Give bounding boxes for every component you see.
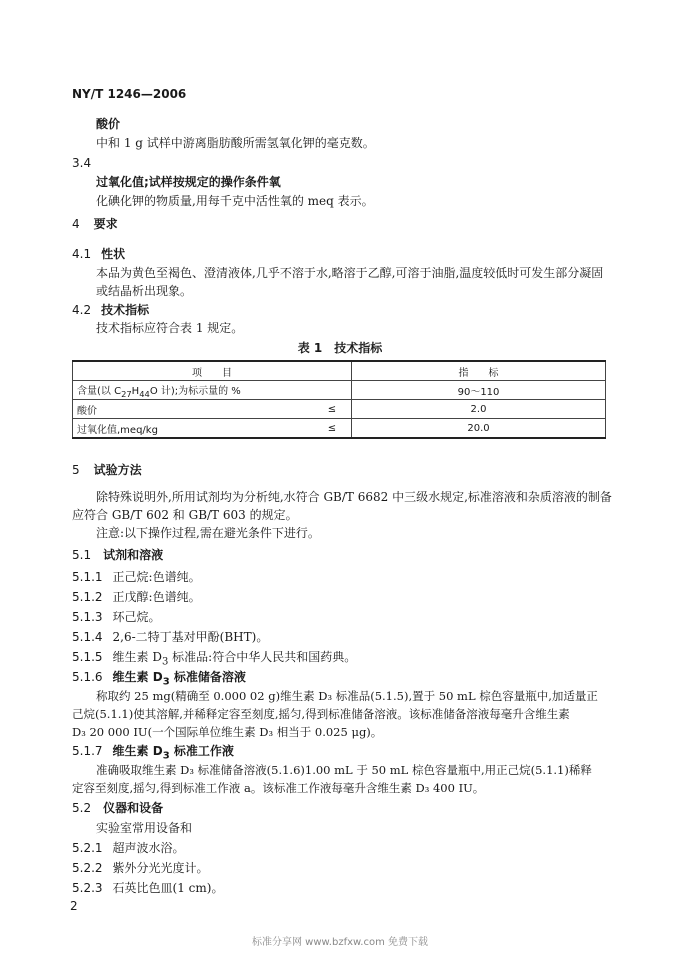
item-number: 5.2.2 [72,861,103,875]
paragraph-stock-line1: 称取约 25 mg(精确至 0.000 02 g)维生素 D₃ 标准品(5.1.5),置于 50 mL 棕色容量瓶中,加适量正 [96,689,598,703]
item-subscript: 44 [139,388,150,399]
item-text: 含量(以 C [77,385,122,397]
cell-item [73,381,314,400]
paragraph-appearance: 本品为黄色至褐色、澄清液体,几乎不溶于水,略溶于乙醇,可溶于油脂,温度较低时可发生部分凝固或结晶析出现象。 [96,266,604,298]
item-5-2-2 [72,860,209,876]
item-subscript: 3 [161,656,169,668]
section-number: 4.2 [72,303,92,317]
header-value: 指 标 [352,361,606,381]
cell-item: 酸价 [73,400,314,419]
item-5-1-5 [72,649,356,670]
section-title: 试验方法 [93,463,142,477]
section-4-2-heading [72,302,149,318]
cell-value: 2.0 [352,400,606,419]
table-caption: 表 1 技术指标 [297,341,383,355]
paragraph-working-line1: 准确吸取维生素 D₃ 标准储备溶液(5.1.6)1.00 mL 于 50 mL 棕色容量瓶中,用正己烷(5.1.1)稀释 [96,763,592,777]
def-peroxide-value: 化碘化钾的物质量,用每千克中活性氧的 meq 表示。 [96,194,374,208]
table-row [73,381,606,400]
section-title: 性状 [101,247,126,261]
item-text: 标准品:符合中华人民共和国药典。 [168,650,357,664]
item-text: 正己烷:色谱纯。 [112,570,201,584]
cell-value: 20.0 [352,419,606,439]
paragraph-working-line2: 定容至刻度,摇匀,得到标准工作液 a。该标准工作液每毫升含维生素 D₃ 400 IU。 [72,781,485,795]
section-4-1-heading [72,246,125,262]
item-number: 5.2.1 [72,841,103,855]
item-title: 标准储备溶液 [169,670,246,684]
section-number: 5 [72,463,80,477]
paragraph-stock-line2: 己烷(5.1.1)使其溶解,并稀释定容至刻度,摇匀,得到标准储备溶液。该标准储备溶液每毫升含维生素 [72,707,570,721]
item-title: 维生素 D [112,744,163,758]
item-5-2-1 [72,840,185,856]
term-peroxide-value: 过氧化值;试样按规定的操作条件氧 [96,175,281,189]
item-number: 5.1.6 [72,670,103,684]
item-title: 维生素 D [112,670,163,684]
item-number: 5.1.4 [72,630,103,644]
item-5-1-3 [72,609,161,625]
item-text: 正戊醇:色谱纯。 [112,590,201,604]
term-acid-value: 酸价 [96,117,121,131]
item-text: 超声波水浴。 [112,841,185,855]
section-title: 要求 [93,217,118,231]
table-header-row [73,361,606,381]
section-number: 4 [72,217,80,231]
item-5-1-2 [72,589,201,605]
item-text: 石英比色皿(1 cm)。 [112,881,224,895]
paragraph-stock-line3: D₃ 20 000 IU(一个国际单位维生素 D₃ 相当于 0.025 μg)。 [72,725,383,739]
item-number: 5.1.2 [72,590,103,604]
paragraph-note: 注意:以下操作过程,需在避光条件下进行。 [96,526,320,540]
paragraph-spec-ref: 技术指标应符合表 1 规定。 [96,321,244,335]
item-text: H [131,385,140,397]
def-acid-value: 中和 1 g 试样中游离脂肪酸所需氢氧化钾的毫克数。 [96,136,375,150]
section-5-1-heading [72,547,163,563]
paragraph-general: 除特殊说明外,所用试剂均为分析纯,水符合 GB/T 6682 中三级水规定,标准溶液和杂质溶液的制备应符合 GB/T 602 和 GB/T 603 的规定。 [72,490,612,522]
header-item: 项 目 [73,361,352,381]
item-number: 5.2.3 [72,881,103,895]
section-title: 仪器和设备 [103,801,164,815]
cell-operator: ≤ [313,419,352,439]
item-5-1-1 [72,569,201,585]
item-subscript: 3 [162,750,170,762]
item-text: 维生素 D [112,650,162,664]
section-4-heading [72,216,118,232]
item-number: 5.1.5 [72,650,103,664]
item-subscript: 3 [162,676,170,688]
spec-table [72,360,606,439]
section-5-heading [72,462,142,478]
paragraph-equipment: 实验室常用设备和 [96,821,193,835]
page-number: 2 [70,899,78,913]
cell-operator [313,381,352,400]
cell-operator: ≤ [313,400,352,419]
section-number: 5.2 [72,801,92,815]
section-title: 技术指标 [101,303,150,317]
section-3-4-number: 3.4 [72,156,92,170]
item-number: 5.1.7 [72,744,103,758]
section-number: 4.1 [72,247,92,261]
item-subscript: 27 [121,388,132,399]
item-5-2-3 [72,880,223,896]
cell-item: 过氧化值,meq/kg [73,419,314,439]
table-row [73,419,606,439]
item-title: 标准工作液 [169,744,234,758]
item-number: 5.1.3 [72,610,103,624]
section-5-2-heading [72,800,163,816]
table-row [73,400,606,419]
section-title: 试剂和溶液 [103,548,164,562]
standard-header: NY/T 1246—2006 [72,87,187,101]
item-text: 环己烷。 [112,610,161,624]
item-number: 5.1.1 [72,570,103,584]
item-text: 紫外分光光度计。 [112,861,209,875]
item-5-1-4 [72,629,268,645]
item-text: O 计);为标示量的 % [149,385,241,397]
item-text: 2,6-二特丁基对甲酚(BHT)。 [112,630,269,644]
section-number: 5.1 [72,548,92,562]
cell-value: 90～110 [352,381,606,400]
footer-watermark[interactable]: 标准分享网 www.bzfxw.com 免费下载 [252,937,428,948]
